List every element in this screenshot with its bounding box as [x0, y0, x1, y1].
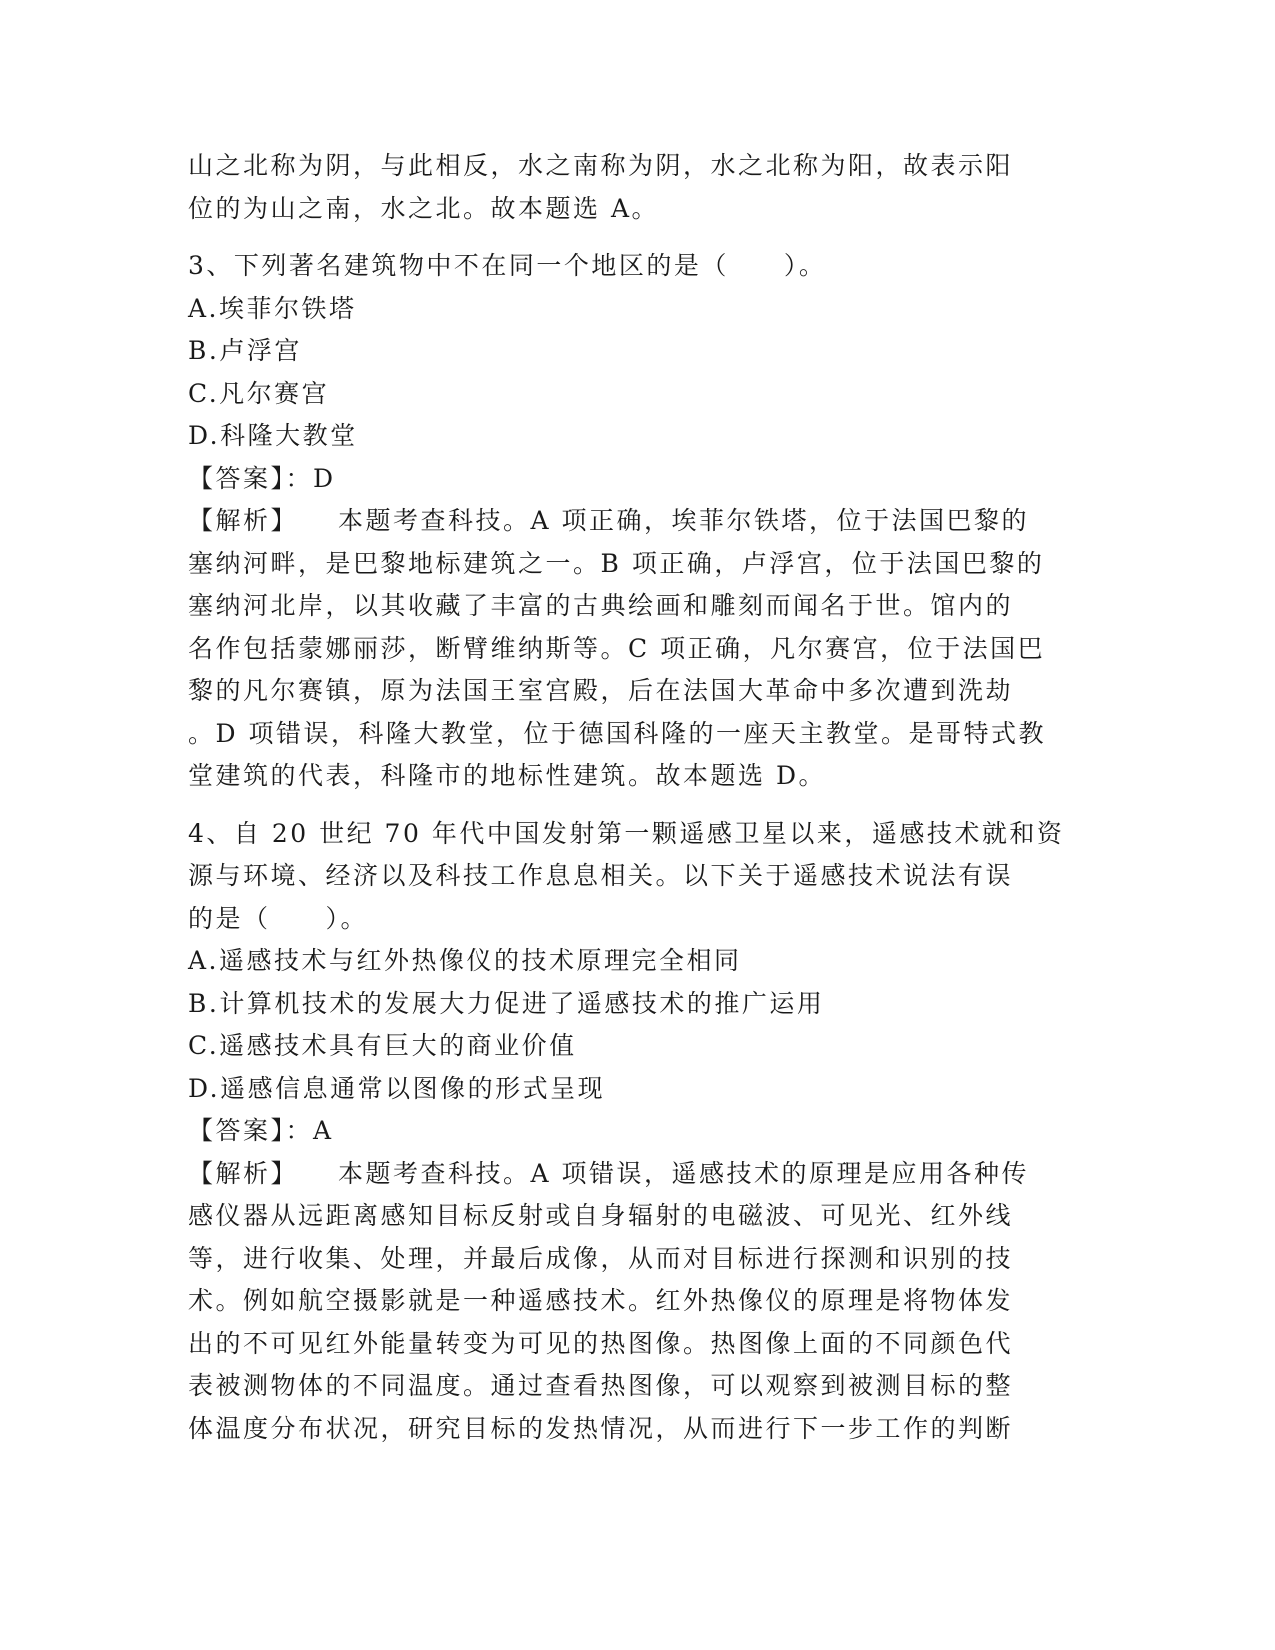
analysis-line: 塞纳河北岸，以其收藏了丰富的古典绘画和雕刻而闻名于世。馆内的 [188, 591, 1014, 620]
analysis-text: 本题考查科技。A 项正确，埃菲尔铁塔，位于法国巴黎的 [338, 506, 1030, 535]
option-c: C.凡尔赛宫 [188, 378, 330, 408]
analysis-text: 本题考查科技。A 项错误，遥感技术的原理是应用各种传 [338, 1158, 1030, 1188]
paragraph-gap [188, 230, 1088, 245]
question-block [188, 245, 1088, 798]
option-c: C.遥感技术具有巨大的商业价值 [188, 1031, 577, 1060]
answer-label: 【答案】： [188, 463, 314, 493]
analysis-line: 黎的凡尔赛镇，原为法国王室宫殿，后在法国大革命中多次遭到洗劫 [188, 676, 1014, 705]
analysis-line [188, 500, 1088, 543]
answer-value: A [313, 1116, 334, 1145]
analysis-line: 表被测物体的不同温度。通过查看热图像，可以观察到被测目标的整 [188, 1371, 1014, 1400]
option-b: B.卢浮宫 [188, 336, 302, 365]
answer-line [188, 458, 1088, 501]
analysis-line: 堂建筑的代表，科隆市的地标性建筑。故本题选 D。 [188, 761, 826, 790]
explanation-line: 位的为山之南，水之北。故本题选 A。 [188, 193, 660, 223]
paragraph-gap [188, 798, 1088, 813]
option-d: D.科隆大教堂 [188, 421, 358, 450]
analysis-line: 出的不可见红外能量转变为可见的热图像。热图像上面的不同颜色代 [188, 1328, 1014, 1358]
analysis-line: 塞纳河畔，是巴黎地标建筑之一。B 项正确，卢浮宫，位于法国巴黎的 [188, 548, 1045, 578]
explanation-line: 山之北称为阴，与此相反，水之南称为阴，水之北称为阳，故表示阳 [188, 151, 1014, 180]
analysis-label: 【解析】 [188, 1158, 299, 1188]
option-a: A.遥感技术与红外热像仪的技术原理完全相同 [188, 946, 742, 975]
answer-line [188, 1110, 1088, 1153]
question-stem: 3、下列著名建筑物中不在同一个地区的是（ ）。 [188, 251, 827, 280]
answer-label: 【答案】： [188, 1116, 314, 1145]
option-d: D.遥感信息通常以图像的形式呈现 [188, 1073, 606, 1103]
analysis-label: 【解析】 [188, 506, 299, 535]
page-content [188, 145, 1088, 1450]
analysis-line: 术。例如航空摄影就是一种遥感技术。红外热像仪的原理是将物体发 [188, 1286, 1014, 1315]
analysis-line: 体温度分布状况，研究目标的发热情况，从而进行下一步工作的判断 [188, 1413, 1014, 1443]
question-block [188, 813, 1088, 1451]
question-stem: 的是（ ）。 [188, 903, 369, 933]
analysis-line: 等，进行收集、处理，并最后成像，从而对目标进行探测和识别的技 [188, 1243, 1014, 1273]
analysis-line [188, 1153, 1088, 1196]
option-a: A.埃菲尔铁塔 [188, 293, 357, 323]
question-stem: 4、自 20 世纪 70 年代中国发射第一颗遥感卫星以来，遥感技术就和资 [188, 818, 1065, 848]
answer-value: D [313, 463, 336, 493]
question-stem: 源与环境、经济以及科技工作息息相关。以下关于遥感技术说法有误 [188, 861, 1014, 890]
analysis-line: 。D 项错误，科隆大教堂，位于德国科隆的一座天主教堂。是哥特式教 [188, 718, 1046, 748]
analysis-line: 感仪器从远距离感知目标反射或自身辐射的电磁波、可见光、红外线 [188, 1201, 1014, 1230]
option-b: B.计算机技术的发展大力促进了遥感技术的推广运用 [188, 988, 825, 1018]
analysis-line: 名作包括蒙娜丽莎，断臂维纳斯等。C 项正确，凡尔赛宫，位于法国巴 [188, 633, 1046, 663]
